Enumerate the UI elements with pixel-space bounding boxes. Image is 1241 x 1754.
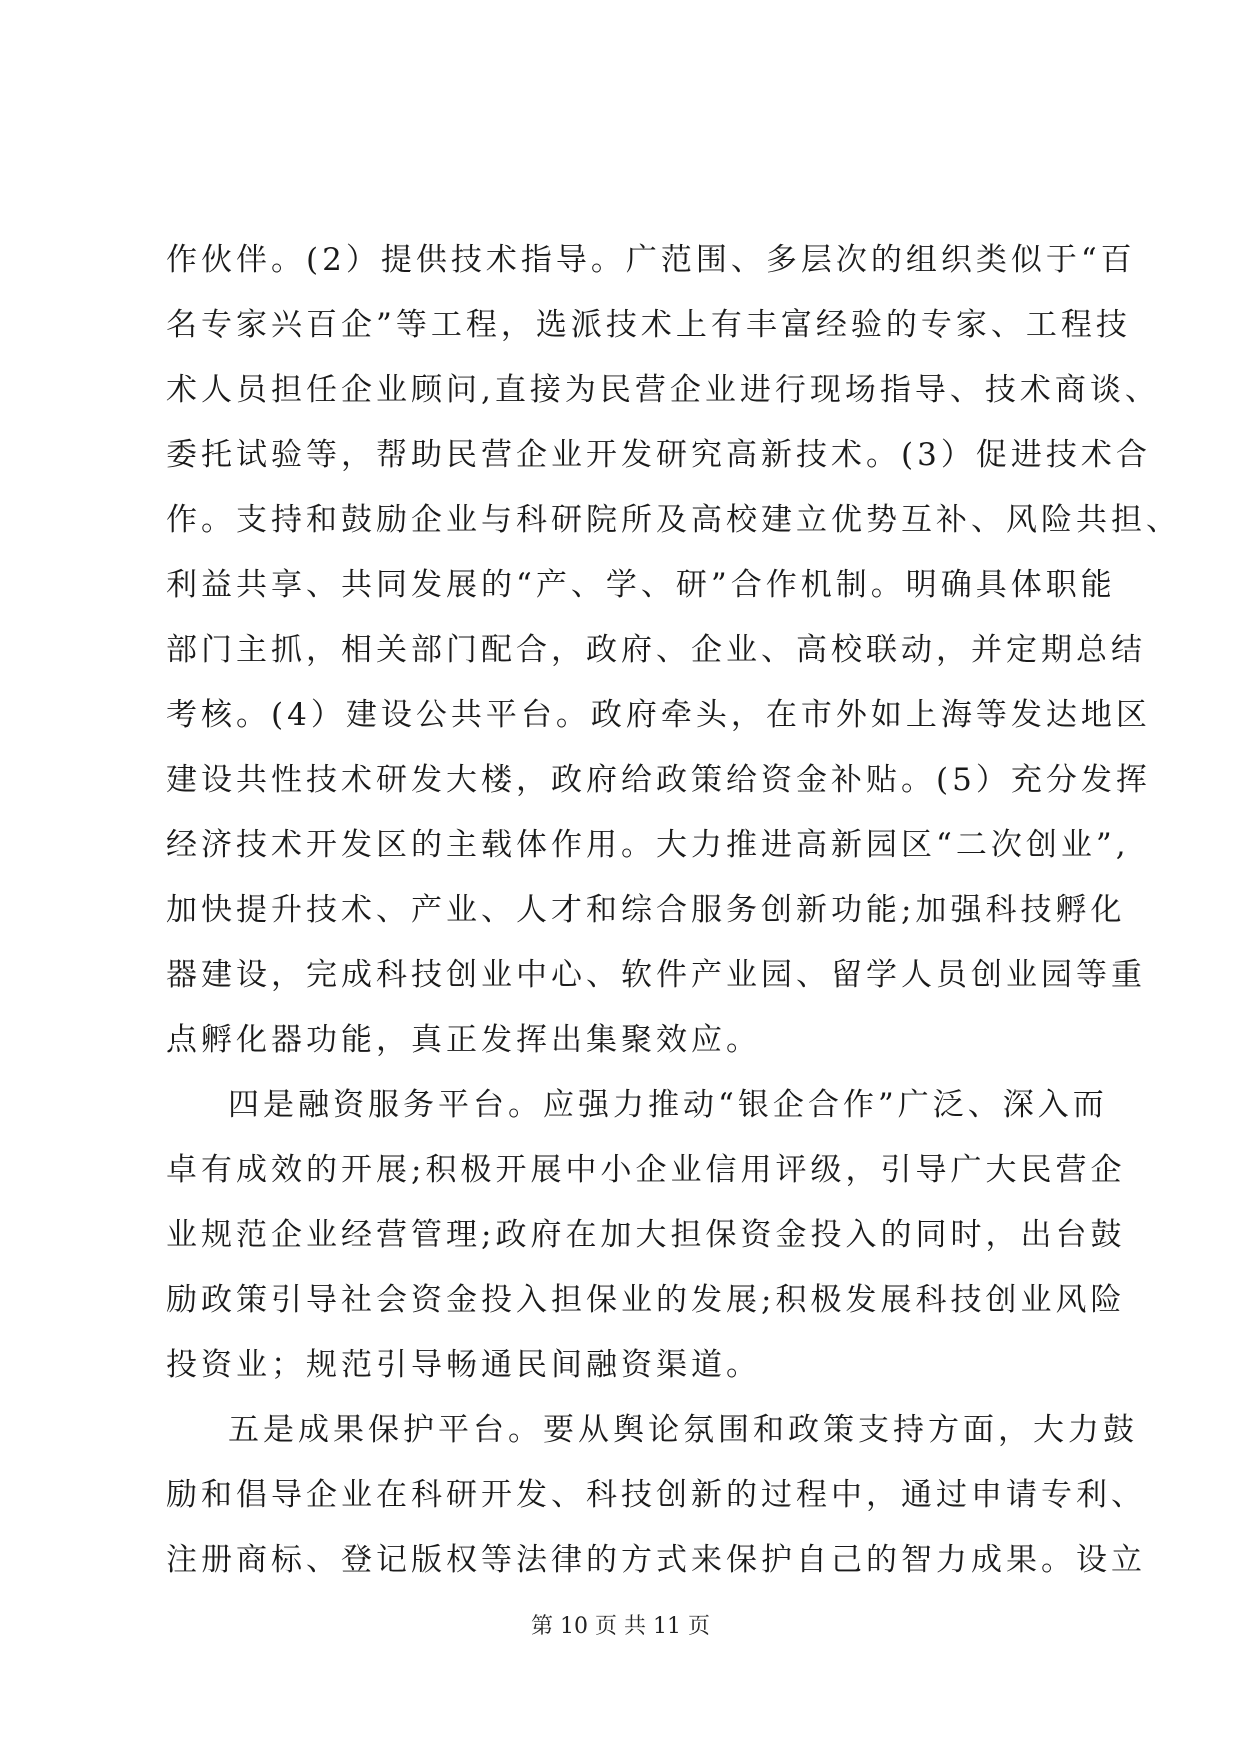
page-number-footer: 第 10 页 共 11 页	[531, 1614, 710, 1639]
text-line: 励和倡导企业在科研开发、科技创新的过程中，通过申请专利、	[166, 1477, 1146, 1513]
text-line: 考核。(4）建设公共平台。政府牵头，在市外如上海等发达地区	[166, 697, 1151, 733]
text-line: 利益共享、共同发展的“产、学、研”合作机制。明确具体职能	[166, 567, 1116, 603]
text-line: 业规范企业经营管理;政府在加大担保资金投入的同时，出台鼓	[166, 1217, 1126, 1253]
text-line: 名专家兴百企”等工程，选派技术上有丰富经验的专家、工程技	[166, 307, 1131, 343]
body-text	[166, 228, 1181, 1593]
paragraph-start-line: 四是融资服务平台。应强力推动“银企合作”广泛、深入而	[228, 1087, 1108, 1123]
paragraph-start-line: 五是成果保护平台。要从舆论氛围和政策支持方面，大力鼓	[228, 1412, 1138, 1448]
text-line: 器建设，完成科技创业中心、软件产业园、留学人员创业园等重	[166, 957, 1146, 993]
text-line: 卓有成效的开展;积极开展中小企业信用评级，引导广大民营企	[166, 1152, 1126, 1188]
text-line: 建设共性技术研发大楼，政府给政策给资金补贴。(5）充分发挥	[166, 762, 1151, 798]
text-line: 加快提升技术、产业、人才和综合服务创新功能;加强科技孵化	[166, 892, 1126, 928]
text-line: 作伙伴。(2）提供技术指导。广范围、多层次的组织类似于“百	[166, 242, 1136, 278]
text-line: 励政策引导社会资金投入担保业的发展;积极发展科技创业风险	[166, 1282, 1126, 1318]
text-line: 点孵化器功能，真正发挥出集聚效应。	[166, 1022, 761, 1058]
text-line: 投资业；规范引导畅通民间融资渠道。	[166, 1347, 761, 1383]
text-line: 术人员担任企业顾问,直接为民营企业进行现场指导、技术商谈、	[166, 372, 1160, 408]
text-line: 委托试验等，帮助民营企业开发研究高新技术。(3）促进技术合	[166, 437, 1151, 473]
text-line: 经济技术开发区的主载体作用。大力推进高新园区“二次创业”,	[166, 827, 1130, 863]
text-line: 作。支持和鼓励企业与科研院所及高校建立优势互补、风险共担、	[166, 502, 1181, 538]
text-line: 部门主抓，相关部门配合，政府、企业、高校联动，并定期总结	[166, 632, 1146, 668]
text-line: 注册商标、登记版权等法律的方式来保护自己的智力成果。设立	[166, 1542, 1146, 1578]
